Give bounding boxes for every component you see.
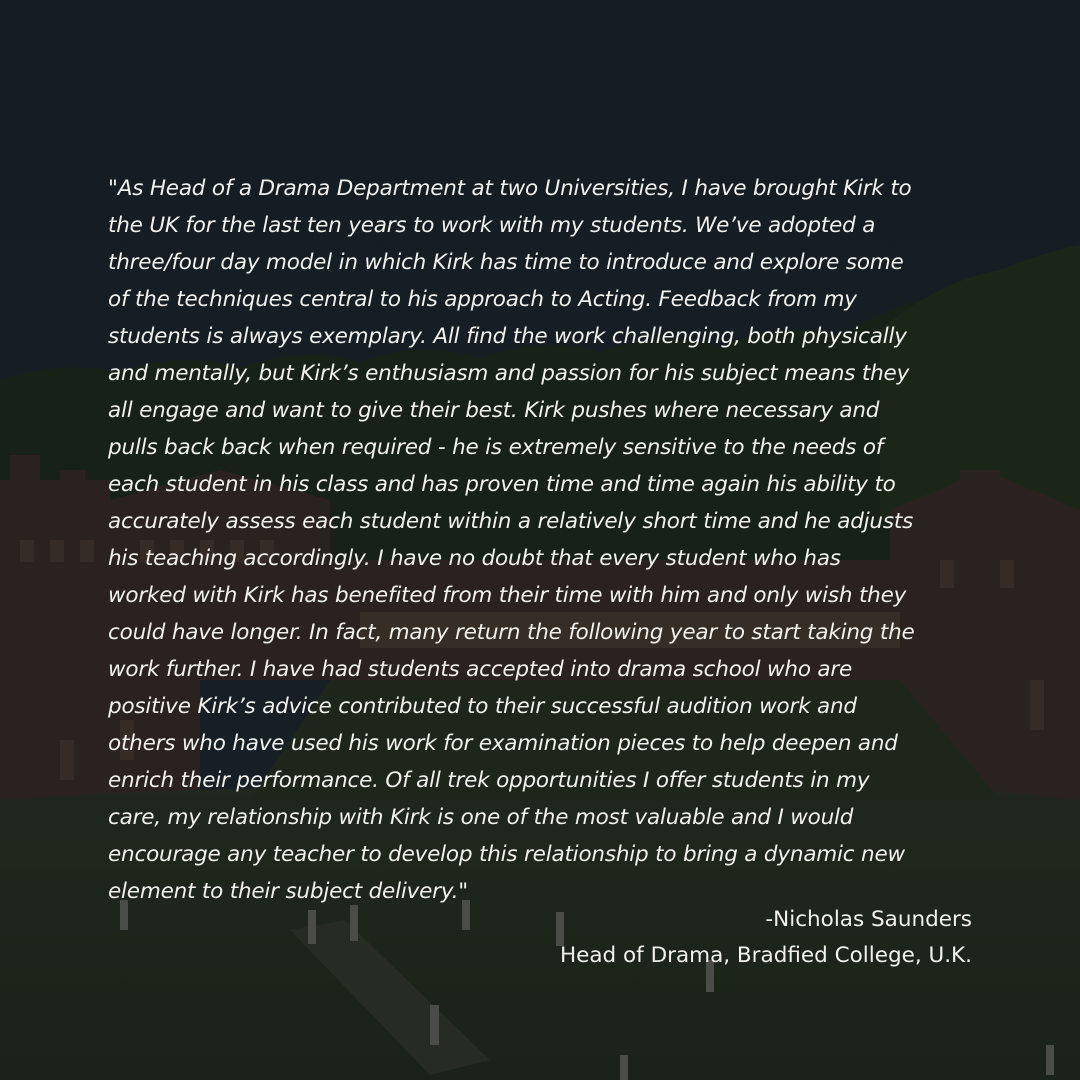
author-name: -Nicholas Saunders [765, 907, 972, 932]
attribution [372, 902, 972, 974]
author-role: Head of Drama, Bradfied College, U.K. [559, 943, 972, 968]
testimonial-quote: "As Head of a Drama Department at two Universities, I have brought Kirk to the UK for the last ten years to work with my students. We’ve adopted a three/four day model in which Kirk has time to introduce and explore some of the techniques central to his approach to Acting. Feedback from my students is always exemplary. All find the work challenging, both physically and mentally, but Kirk’s enthusiasm and passion for his subject means they all engage and want to give their best. Kirk pushes where necessary and pulls back back when required - he is extremely sensitive to the needs of each student in his class and has proven time and time again his ability to accurately assess each student within a relatively short time and he adjusts his teaching accordingly. I have no doubt that every student who has worked with Kirk has benefited from their time with him and only wish they could have longer. In fact, many return the following year to start taking the work further. I have had students accepted into drama school who are positive Kirk’s advice contributed to their successful audition work and others who have used his work for examination pieces to help deepen and enrich their performance. Of all trek opportunities I offer students in my care, my relationship with Kirk is one of the most valuable and I would encourage any teacher to develop this relationship to bring a dynamic new element to their subject delivery." [108, 176, 915, 904]
